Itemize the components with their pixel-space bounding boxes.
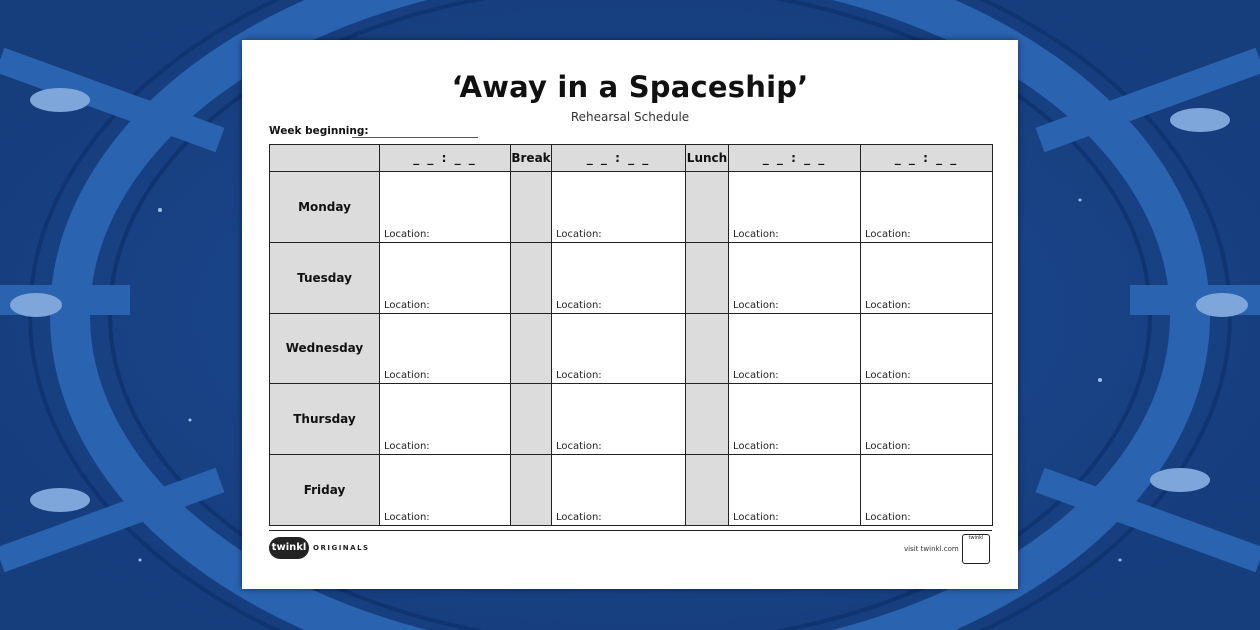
lunch-cell	[686, 172, 729, 243]
day-row-tuesday	[270, 242, 993, 313]
slot-cell	[861, 172, 993, 243]
slot-cell	[552, 313, 686, 384]
sheet-title: ‘Away in a Spaceship’	[451, 70, 809, 104]
lunch-cell	[686, 242, 729, 313]
originals-label: ORIGINALS	[313, 544, 370, 552]
header-break: Break	[511, 145, 552, 172]
header-row	[270, 145, 993, 172]
badge-label: twinkl	[968, 535, 984, 541]
location-label: Location:	[865, 512, 911, 523]
lunch-cell	[686, 455, 729, 526]
location-label: Location:	[865, 228, 911, 240]
location-label: Location:	[556, 299, 602, 311]
location-label: Location:	[865, 299, 911, 311]
slot-cell	[729, 172, 861, 243]
break-cell	[511, 384, 552, 455]
day-row-monday	[270, 172, 993, 243]
slot-cell	[380, 313, 511, 384]
slot-cell	[380, 384, 511, 455]
day-row-wednesday	[270, 313, 993, 384]
slot-cell	[380, 455, 511, 526]
twinkl-logo-icon: twinkl	[269, 537, 309, 559]
slot-cell	[380, 242, 511, 313]
twinkl-originals-logo	[269, 537, 370, 559]
location-label: Location:	[384, 228, 430, 240]
lunch-cell	[686, 384, 729, 455]
day-label: Tuesday	[270, 242, 380, 313]
slot-cell	[729, 313, 861, 384]
day-row-thursday	[270, 384, 993, 455]
slot-cell	[552, 455, 686, 526]
slot-cell	[552, 172, 686, 243]
location-label: Location:	[384, 370, 430, 382]
day-label: Monday	[270, 172, 380, 243]
location-label: Location:	[733, 299, 779, 311]
break-cell	[511, 455, 552, 526]
location-label: Location:	[384, 299, 430, 311]
location-label: Location:	[733, 228, 779, 240]
day-label: Friday	[270, 455, 380, 526]
header-time-2: _ _ : _ _	[552, 145, 686, 172]
slot-cell	[861, 242, 993, 313]
week-beginning-label: Week beginning:	[269, 125, 369, 137]
slot-cell	[861, 455, 993, 526]
day-row-friday	[270, 455, 993, 526]
slot-cell	[380, 172, 511, 243]
location-label: Location:	[733, 370, 779, 382]
slot-cell	[729, 455, 861, 526]
location-label: Location:	[384, 512, 430, 523]
lunch-cell	[686, 313, 729, 384]
quality-badge-icon	[962, 534, 990, 564]
slot-cell	[729, 242, 861, 313]
location-label: Location:	[556, 512, 602, 523]
header-time-1: _ _ : _ _	[380, 145, 511, 172]
break-cell	[511, 172, 552, 243]
header-time-4: _ _ : _ _	[861, 145, 993, 172]
location-label: Location:	[556, 370, 602, 382]
location-label: Location:	[556, 441, 602, 453]
header-corner	[270, 145, 380, 172]
location-label: Location:	[384, 441, 430, 453]
break-cell	[511, 242, 552, 313]
location-label: Location:	[556, 228, 602, 240]
slot-cell	[861, 384, 993, 455]
location-label: Location:	[733, 441, 779, 453]
schedule-table	[269, 144, 993, 526]
week-beginning-line	[352, 137, 478, 138]
day-label: Thursday	[270, 384, 380, 455]
header-time-3: _ _ : _ _	[729, 145, 861, 172]
visit-link[interactable]: visit twinkl.com	[904, 545, 959, 553]
slot-cell	[552, 242, 686, 313]
slot-cell	[861, 313, 993, 384]
location-label: Location:	[865, 441, 911, 453]
footer-divider	[269, 530, 992, 531]
sheet-subtitle: Rehearsal Schedule	[570, 110, 690, 124]
day-label: Wednesday	[270, 313, 380, 384]
slot-cell	[729, 384, 861, 455]
schedule-sheet	[242, 40, 1018, 589]
slot-cell	[552, 384, 686, 455]
location-label: Location:	[733, 512, 779, 523]
header-lunch: Lunch	[686, 145, 729, 172]
location-label: Location:	[865, 370, 911, 382]
break-cell	[511, 313, 552, 384]
